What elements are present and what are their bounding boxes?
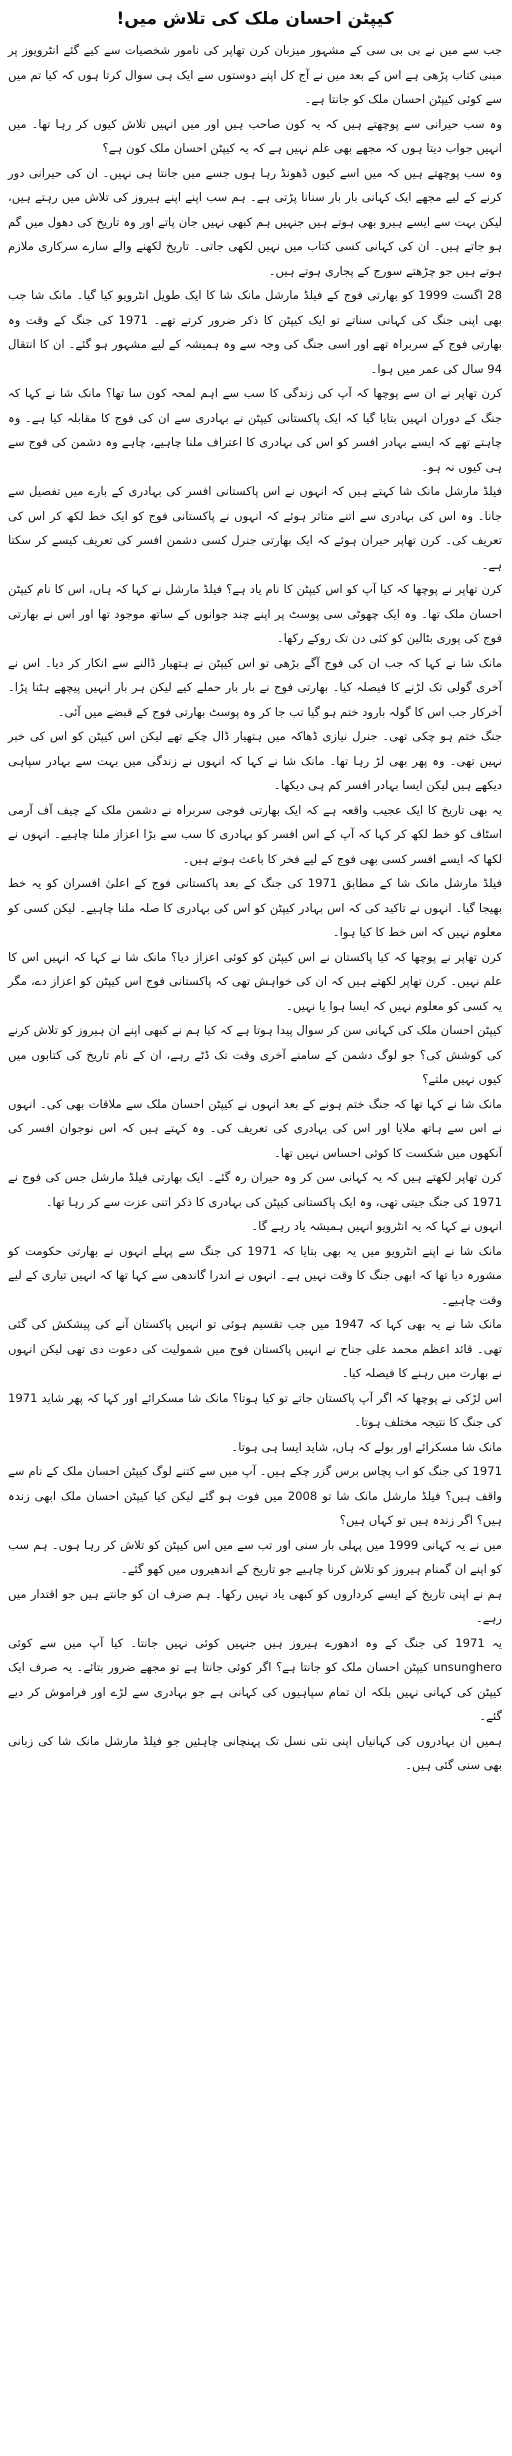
article-paragraph: جب سے میں نے بی بی سی کے مشہور میزبان کرن تھاپر کی نامور شخصیات سے کیے گئے انٹرویوز پر مبنی کتاب پڑھی ہے اس کے بعد میں نے آج کل اپنے دوستوں سے ایک ہی سوال کرتا ہوں کہ کیا تم میں سے کوئی کیپٹن احسان ملک کو جانتا ہے۔	[8, 43, 502, 106]
article-paragraph: 1971 کی جنگ کو اب پچاس برس گزر چکے ہیں۔ آپ میں سے کتنے لوگ کیپٹن احسان ملک کے نام سے واقف ہیں؟ فیلڈ مارشل مانک شا تو 2008 میں فوت ہو گئے لیکن کیا کیپٹن احسان ملک ابھی زندہ ہیں؟ اگر زندہ ہیں تو کہاں ہیں؟	[8, 1464, 502, 1527]
article-paragraph: میں نے یہ کہانی 1999 میں پہلی بار سنی اور تب سے میں اس کیپٹن کو تلاش کر رہا ہوں۔ ہم سب کو اپنے ان گمنام ہیروز کو تلاش کرنا چاہیے جو تاریخ کے اندھیروں میں کھو گئے۔	[8, 1537, 502, 1576]
article-headline: کیپٹن احسان ملک کی تلاش میں!	[116, 9, 394, 29]
article-paragraph: مانک شا مسکرائے اور بولے کہ ہاں، شاید ایسا ہی ہوتا۔	[231, 1439, 502, 1454]
article-paragraph: انہوں نے کہا کہ یہ انٹرویو انہیں ہمیشہ یاد رہے گا۔	[251, 1219, 502, 1233]
article-paragraph: وہ سب حیرانی سے پوچھتے ہیں کہ یہ کون صاحب ہیں اور میں انہیں تلاش کیوں کر رہا تھا۔ میں انہیں جواب دیتا ہوں کہ مجھے بھی علم نہیں ہے کہ یہ کیپٹن احسان ملک کون ہے؟	[8, 116, 502, 155]
article-paragraph: یہ بھی تاریخ کا ایک عجیب واقعہ ہے کہ ایک بھارتی فوجی سربراہ نے دشمن ملک کے چیف آف آرمی اسٹاف کو خط لکھ کر کہا کہ آپ کے اس افسر کو بہادری کا سب سے بڑا اعزاز ملنا چاہیے۔ انہوں نے لکھا کہ ایسے افسر کسی بھی فوج کے لیے فخر کا باعث ہوتے ہیں۔	[8, 802, 502, 866]
article-paragraph: اس لڑکی نے پوچھا کہ اگر آپ پاکستان جاتے تو کیا ہوتا؟ مانک شا مسکرائے اور کہا کہ پھر شاید 1971 کی جنگ کا نتیجہ مختلف ہوتا۔	[8, 1390, 502, 1429]
article-paragraph: کرن تھاپر نے پوچھا کہ کیا آپ کو اس کیپٹن کا نام یاد ہے؟ فیلڈ مارشل نے کہا کہ ہاں، اس کا نام کیپٹن احسان ملک تھا۔ وہ ایک چھوٹی سی پوسٹ پر اپنے چند جوانوں کے ساتھ موجود تھا اور اس نے بھارتی فوج کی پوری بٹالین کو کئی دن تک روکے رکھا۔	[8, 582, 502, 645]
article-paragraph: مانک شا نے کہا کہ جب ان کی فوج آگے بڑھی تو اس کیپٹن نے ہتھیار ڈالنے سے انکار کر دیا۔ اس نے آخری گولی تک لڑنے کا فیصلہ کیا۔ بھارتی فوج نے بار بار حملے کیے لیکن ہر بار انہیں پیچھے ہٹنا پڑا۔ آخرکار جب اس کا گولہ بارود ختم ہو گیا تب جا کر وہ پوسٹ بھارتی فوج کے قبضے میں آئی۔	[8, 655, 502, 719]
article-paragraph: فیلڈ مارشل مانک شا کہتے ہیں کہ انہوں نے اس پاکستانی افسر کی بہادری کے بارے میں تفصیل سے جانا۔ وہ اس کی بہادری سے اتنے متاثر ہوئے کہ انہوں نے پاکستانی فوج کو ایک خط لکھ کر اس کی تعریف کی۔ کرن تھاپر حیران ہوئے کہ ایک بھارتی جنرل کسی دشمن افسر کی تعریف کیسے کر سکتا ہے۔	[8, 484, 502, 572]
article-paragraph: کرن تھاپر نے پوچھا کہ کیا پاکستان نے اس کیپٹن کو کوئی اعزاز دیا؟ مانک شا نے کہا کہ انہیں اس کا علم نہیں۔ کرن تھاپر لکھتے ہیں کہ ان کی خواہش تھی کہ پاکستانی فوج اس کیپٹن کو اعزاز دے، مگر یہ کسی کو معلوم نہیں کہ ایسا ہوا یا نہیں۔	[8, 949, 502, 1013]
article-paragraph: فیلڈ مارشل مانک شا کے مطابق 1971 کی جنگ کے بعد پاکستانی فوج کے اعلیٰ افسران کو یہ خط بھیجا گیا۔ انہوں نے تاکید کی کہ اس بہادر کیپٹن کو اس کی بہادری کا صلہ ملنا چاہیے۔ لیکن کسی کو معلوم نہیں کہ اس خط کا کیا ہوا۔	[8, 876, 502, 939]
article-paragraph: مانک شا نے اپنے انٹرویو میں یہ بھی بتایا کہ 1971 کی جنگ سے پہلے انہوں نے بھارتی حکومت کو مشورہ دیا تھا کہ ابھی جنگ کا وقت نہیں ہے۔ انہوں نے اندرا گاندھی سے کہا تھا کہ انہیں تیاری کے لیے وقت چاہیے۔	[8, 1243, 502, 1307]
article-paragraph: جنگ ختم ہو چکی تھی۔ جنرل نیازی ڈھاکہ میں ہتھیار ڈال چکے تھے لیکن اس کیپٹن کو اس کی خبر نہیں تھی۔ وہ پھر بھی لڑ رہا تھا۔ مانک شا نے کہا کہ انہوں نے زندگی میں بہت سے بہادر سپاہی دیکھے ہیں لیکن ایسا بہادر افسر کم ہی دیکھا۔	[8, 729, 502, 792]
article-paragraph: ہم نے اپنی تاریخ کے ایسے کرداروں کو کبھی یاد نہیں رکھا۔ ہم صرف ان کو جانتے ہیں جو اقتدار میں رہے۔	[8, 1586, 502, 1625]
article-body	[8, 38, 502, 1778]
article-paragraph: کرن تھاپر لکھتے ہیں کہ یہ کہانی سن کر وہ حیران رہ گئے۔ ایک بھارتی فیلڈ مارشل جس کی فوج نے 1971 کی جنگ جیتی تھی، وہ ایک پاکستانی کیپٹن کی بہادری کا ذکر اتنی عزت سے کر رہا تھا۔	[8, 1170, 502, 1209]
article-paragraph: مانک شا نے کہا تھا کہ جنگ ختم ہونے کے بعد انہوں نے کیپٹن احسان ملک سے ملاقات بھی کی۔ انہوں نے اس سے ہاتھ ملایا اور اس کی بہادری کی تعریف کی۔ وہ کہتے ہیں کہ اس نوجوان افسر کی آنکھوں میں شکست کا کوئی احساس نہیں تھا۔	[8, 1096, 502, 1160]
article-paragraph: ہمیں ان بہادروں کی کہانیاں اپنی نئی نسل تک پہنچانی چاہئیں جو فیلڈ مارشل مانک شا کی زبانی بھی سنی گئی ہیں۔	[8, 1733, 502, 1772]
article-paragraph: 28 اگست 1999 کو بھارتی فوج کے فیلڈ مارشل مانک شا کا ایک طویل انٹرویو کیا گیا۔ مانک شا جب بھی اپنی جنگ کی کہانی سناتے تو ایک کیپٹن کا ذکر ضرور کرتے تھے۔ 1971 کی جنگ کے وقت وہ بھارتی فوج کے سربراہ تھے اور اسی جنگ کی وجہ سے وہ ہمیشہ کے لیے مشہور ہو گئے۔ ان کا انتقال 94 سال کی عمر میں ہوا۔	[8, 288, 502, 376]
article-paragraph: مانک شا نے یہ بھی کہا کہ 1947 میں جب تقسیم ہوئی تو انہیں پاکستان آنے کی پیشکش کی گئی تھی۔ قائد اعظم محمد علی جناح نے انہیں پاکستان فوج میں شمولیت کی دعوت دی تھی لیکن انہوں نے بھارت میں رہنے کا فیصلہ کیا۔	[8, 1317, 503, 1380]
article-paragraph: کرن تھاپر نے ان سے پوچھا کہ آپ کی زندگی کا سب سے اہم لمحہ کون سا تھا؟ مانک شا نے کہا کہ جنگ کے دوران انہیں بتایا گیا کہ ایک پاکستانی کیپٹن نے بہادری سے ان کی فوج کا مقابلہ کیا ہے۔ وہ چاہتے تھے کہ ایسے بہادر افسر کو اس کی بہادری کا اعتراف ملنا چاہیے، چاہے وہ دشمن کی فوج سے ہی کیوں نہ ہو۔	[8, 386, 502, 474]
article-paragraph: کیپٹن احسان ملک کی کہانی سن کر سوال پیدا ہوتا ہے کہ کیا ہم نے کبھی اپنے ان ہیروز کو تلاش کرنے کی کوشش کی؟ جو لوگ دشمن کے سامنے آخری وقت تک ڈٹے رہے، ان کے نام تاریخ کی کتابوں میں کیوں نہیں ملتے؟	[8, 1023, 502, 1086]
article-paragraph: وہ سب پوچھتے ہیں کہ میں اسے کیوں ڈھونڈ رہا ہوں جسے میں جانتا ہی نہیں۔ ان کی حیرانی دور کرنے کے لیے مجھے ایک کہانی بار بار سنانا پڑتی ہے۔ ہم سب اپنے اپنے ہیروز کی تلاش میں رہتے ہیں، لیکن بہت سے ایسے ہیرو بھی ہوتے ہیں جنہیں ہم کبھی نہیں جان پاتے اور وہ تاریخ کی دھول میں گم ہو جاتے ہیں۔ ان کی کہانی کسی کتاب میں نہیں لکھی جاتی۔ تاریخ لکھنے والے سارے سرکاری ملازم ہوتے ہیں جو چڑھتے سورج کے پجاری ہوتے ہیں۔	[8, 165, 502, 278]
article-paragraph: یہ 1971 کی جنگ کے وہ ادھورے ہیروز ہیں جنہیں کوئی نہیں جانتا۔ کیا آپ میں سے کوئی unsunghero کیپٹن احسان ملک کو جانتا ہے؟ اگر کوئی جانتا ہے تو مجھے ضرور بتائے۔ یہ صرف ایک کیپٹن کی کہانی نہیں بلکہ ان تمام سپاہیوں کی کہانی ہے جو بہادری سے لڑے اور فراموش کر دیے گئے۔	[8, 1635, 502, 1723]
